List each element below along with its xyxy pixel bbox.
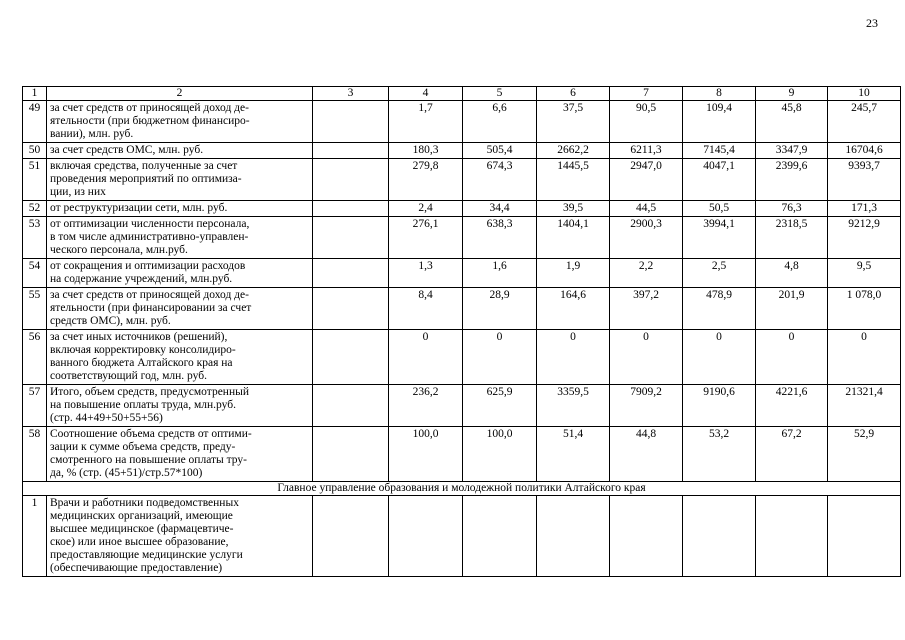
table-body xyxy=(23,87,901,577)
value-cell: 9,5 xyxy=(828,259,901,288)
value-cell: 180,3 xyxy=(389,143,463,159)
column-3-cell xyxy=(313,217,389,259)
value-cell: 201,9 xyxy=(756,288,828,330)
value-cell: 16704,6 xyxy=(828,143,901,159)
value-cell: 397,2 xyxy=(610,288,683,330)
column-3-cell xyxy=(313,259,389,288)
table-row xyxy=(23,385,901,427)
description-line: соответствующий год, млн. руб. xyxy=(50,370,207,382)
column-3-cell xyxy=(313,427,389,482)
value-cell: 7145,4 xyxy=(683,143,756,159)
value-cell: 2900,3 xyxy=(610,217,683,259)
value-cell: 505,4 xyxy=(463,143,537,159)
description-line: за счет средств от приносящей доход де- xyxy=(50,289,249,301)
value-cell: 0 xyxy=(463,330,537,385)
value-cell: 51,4 xyxy=(537,427,610,482)
value-cell: 100,0 xyxy=(463,427,537,482)
row-number: 54 xyxy=(23,259,47,288)
description-line: на повышение оплаты труда, млн.руб. xyxy=(50,399,236,411)
row-description xyxy=(47,288,313,330)
value-cell: 1,7 xyxy=(389,101,463,143)
description-line: смотренного на повышение оплаты тру- xyxy=(50,454,247,466)
description-line: предоставляющие медицинские услуги xyxy=(50,549,243,561)
description-line: (обеспечивающие предоставление) xyxy=(50,562,223,574)
value-cell: 2662,2 xyxy=(537,143,610,159)
row-description xyxy=(47,496,313,577)
value-cell: 3994,1 xyxy=(683,217,756,259)
data-table xyxy=(22,86,901,577)
table-row xyxy=(23,496,901,577)
header-cell: 10 xyxy=(828,87,901,101)
value-cell: 279,8 xyxy=(389,159,463,201)
column-3-cell xyxy=(313,330,389,385)
value-cell: 3359,5 xyxy=(537,385,610,427)
header-cell: 2 xyxy=(47,87,313,101)
column-3-cell xyxy=(313,288,389,330)
row-description xyxy=(47,159,313,201)
header-cell: 3 xyxy=(313,87,389,101)
value-cell: 4221,6 xyxy=(756,385,828,427)
value-cell: 638,3 xyxy=(463,217,537,259)
description-line: от сокращения и оптимизации расходов xyxy=(50,260,246,272)
row-description xyxy=(47,259,313,288)
description-line: за счет средств от приносящей доход де- xyxy=(50,102,249,114)
value-cell: 90,5 xyxy=(610,101,683,143)
description-line: высшее медицинское (фармацевтиче- xyxy=(50,523,234,535)
value-cell xyxy=(756,496,828,577)
table-row xyxy=(23,427,901,482)
description-line: включая корректировку консолидиро- xyxy=(50,344,236,356)
value-cell xyxy=(389,496,463,577)
value-cell: 2318,5 xyxy=(756,217,828,259)
value-cell xyxy=(610,496,683,577)
value-cell: 2,2 xyxy=(610,259,683,288)
row-number: 52 xyxy=(23,201,47,217)
value-cell: 2399,6 xyxy=(756,159,828,201)
column-3-cell xyxy=(313,143,389,159)
row-description xyxy=(47,427,313,482)
value-cell: 44,8 xyxy=(610,427,683,482)
value-cell: 34,4 xyxy=(463,201,537,217)
value-cell: 1 078,0 xyxy=(828,288,901,330)
value-cell: 28,9 xyxy=(463,288,537,330)
value-cell: 50,5 xyxy=(683,201,756,217)
row-number: 1 xyxy=(23,496,47,577)
value-cell: 8,4 xyxy=(389,288,463,330)
row-description xyxy=(47,143,313,159)
value-cell: 44,5 xyxy=(610,201,683,217)
value-cell: 9190,6 xyxy=(683,385,756,427)
value-cell: 674,3 xyxy=(463,159,537,201)
description-line: да, % (стр. (45+51)/стр.57*100) xyxy=(50,467,203,479)
value-cell: 4,8 xyxy=(756,259,828,288)
column-3-cell xyxy=(313,201,389,217)
row-description xyxy=(47,201,313,217)
value-cell: 76,3 xyxy=(756,201,828,217)
description-line: ское) или иное высшее образование, xyxy=(50,536,229,548)
value-cell: 625,9 xyxy=(463,385,537,427)
description-line: ческого персонала, млн.руб. xyxy=(50,244,188,256)
row-number: 50 xyxy=(23,143,47,159)
header-cell: 8 xyxy=(683,87,756,101)
row-number: 57 xyxy=(23,385,47,427)
row-description xyxy=(47,385,313,427)
value-cell: 164,6 xyxy=(537,288,610,330)
column-3-cell xyxy=(313,385,389,427)
value-cell: 0 xyxy=(610,330,683,385)
page-number: 23 xyxy=(866,16,878,30)
row-number: 58 xyxy=(23,427,47,482)
description-line: ятельности (при финансировании за счет xyxy=(50,302,252,314)
value-cell xyxy=(828,496,901,577)
value-cell xyxy=(683,496,756,577)
description-line: ванного бюджета Алтайского края на xyxy=(50,357,233,369)
value-cell: 0 xyxy=(828,330,901,385)
value-cell: 276,1 xyxy=(389,217,463,259)
header-cell: 7 xyxy=(610,87,683,101)
table-row xyxy=(23,143,901,159)
value-cell: 4047,1 xyxy=(683,159,756,201)
header-cell: 9 xyxy=(756,87,828,101)
value-cell: 100,0 xyxy=(389,427,463,482)
value-cell xyxy=(463,496,537,577)
description-line: в том числе административно-управлен- xyxy=(50,231,249,243)
description-line: проведения мероприятий по оптимиза- xyxy=(50,173,242,185)
description-line: вании), млн. руб. xyxy=(50,128,134,140)
value-cell: 109,4 xyxy=(683,101,756,143)
header-row xyxy=(23,87,901,101)
value-cell: 1404,1 xyxy=(537,217,610,259)
value-cell: 236,2 xyxy=(389,385,463,427)
row-number: 49 xyxy=(23,101,47,143)
value-cell: 6211,3 xyxy=(610,143,683,159)
table-row xyxy=(23,217,901,259)
table-row xyxy=(23,101,901,143)
row-description xyxy=(47,101,313,143)
description-line: на содержание учреждений, млн.руб. xyxy=(50,273,233,285)
table-row xyxy=(23,201,901,217)
description-line: включая средства, полученные за счет xyxy=(50,160,238,172)
table-row xyxy=(23,330,901,385)
description-line: ятельности (при бюджетном финансиро- xyxy=(50,115,250,127)
value-cell: 478,9 xyxy=(683,288,756,330)
description-line: от оптимизации численности персонала, xyxy=(50,218,250,230)
row-number: 53 xyxy=(23,217,47,259)
value-cell: 7909,2 xyxy=(610,385,683,427)
description-line: ции, из них xyxy=(50,186,106,198)
description-line: за счет иных источников (решений), xyxy=(50,331,228,343)
value-cell: 1,6 xyxy=(463,259,537,288)
value-cell: 39,5 xyxy=(537,201,610,217)
section-row xyxy=(23,482,901,496)
value-cell: 45,8 xyxy=(756,101,828,143)
value-cell xyxy=(537,496,610,577)
value-cell: 9212,9 xyxy=(828,217,901,259)
header-cell: 5 xyxy=(463,87,537,101)
section-title: Главное управление образования и молодежной политики Алтайского края xyxy=(23,482,901,496)
header-cell: 1 xyxy=(23,87,47,101)
table-row xyxy=(23,288,901,330)
description-line: Врачи и работники подведомственных xyxy=(50,497,239,509)
value-cell: 21321,4 xyxy=(828,385,901,427)
row-number: 55 xyxy=(23,288,47,330)
header-cell: 6 xyxy=(537,87,610,101)
value-cell: 245,7 xyxy=(828,101,901,143)
value-cell: 2,5 xyxy=(683,259,756,288)
description-line: от реструктуризации сети, млн. руб. xyxy=(50,202,228,214)
value-cell: 0 xyxy=(756,330,828,385)
description-line: (стр. 44+49+50+55+56) xyxy=(50,412,163,424)
value-cell: 1,3 xyxy=(389,259,463,288)
column-3-cell xyxy=(313,496,389,577)
value-cell: 9393,7 xyxy=(828,159,901,201)
value-cell: 171,3 xyxy=(828,201,901,217)
value-cell: 1,9 xyxy=(537,259,610,288)
row-number: 56 xyxy=(23,330,47,385)
row-description xyxy=(47,217,313,259)
description-line: зации к сумме объема средств, преду- xyxy=(50,441,236,453)
description-line: Итого, объем средств, предусмотренный xyxy=(50,386,249,398)
value-cell: 0 xyxy=(389,330,463,385)
description-line: медицинских организаций, имеющие xyxy=(50,510,233,522)
description-line: средств ОМС), млн. руб. xyxy=(50,315,171,327)
description-line: за счет средств ОМС, млн. руб. xyxy=(50,144,204,156)
header-cell: 4 xyxy=(389,87,463,101)
value-cell: 52,9 xyxy=(828,427,901,482)
column-3-cell xyxy=(313,101,389,143)
table-row xyxy=(23,159,901,201)
description-line: Соотношение объема средств от оптими- xyxy=(50,428,252,440)
value-cell: 2,4 xyxy=(389,201,463,217)
value-cell: 6,6 xyxy=(463,101,537,143)
value-cell: 1445,5 xyxy=(537,159,610,201)
value-cell: 67,2 xyxy=(756,427,828,482)
value-cell: 37,5 xyxy=(537,101,610,143)
value-cell: 0 xyxy=(683,330,756,385)
column-3-cell xyxy=(313,159,389,201)
table-row xyxy=(23,259,901,288)
value-cell: 3347,9 xyxy=(756,143,828,159)
row-number: 51 xyxy=(23,159,47,201)
value-cell: 2947,0 xyxy=(610,159,683,201)
value-cell: 53,2 xyxy=(683,427,756,482)
value-cell: 0 xyxy=(537,330,610,385)
row-description xyxy=(47,330,313,385)
